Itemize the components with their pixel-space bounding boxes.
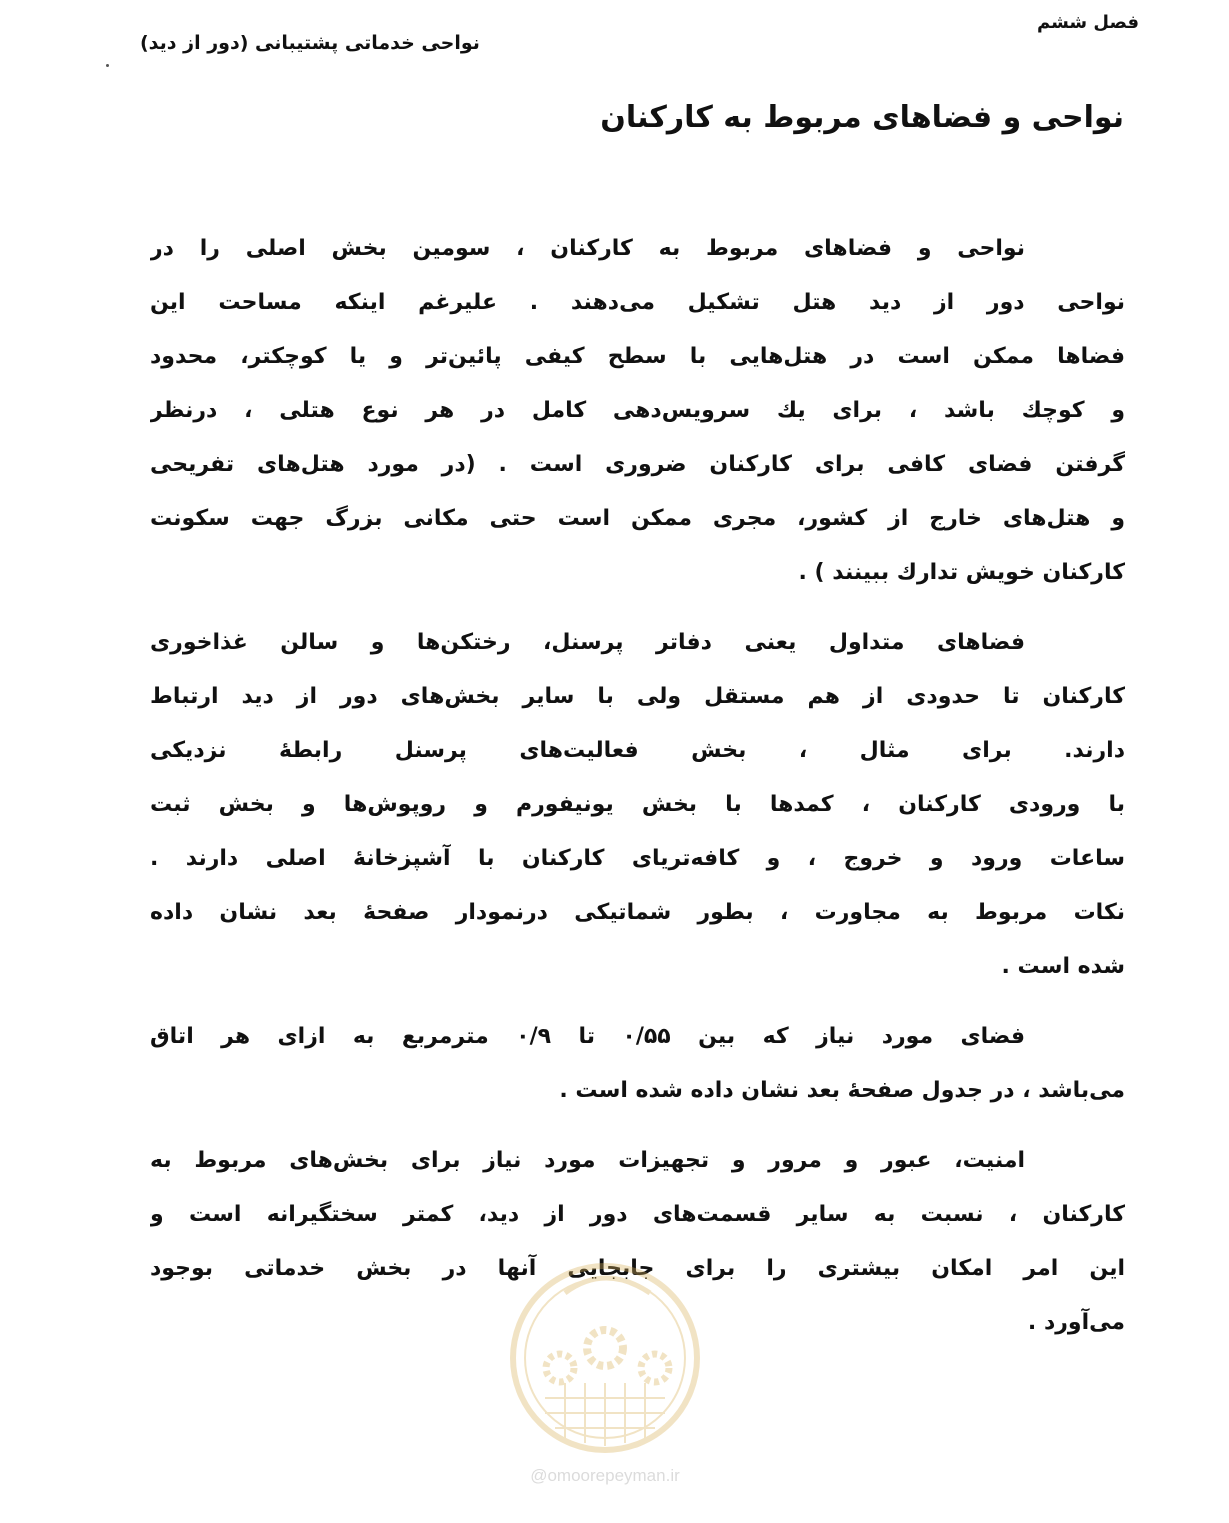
text-line: و کوچك باشد ، برای یك سرویس‌دهی کامل در هر نوع هتلی ، درنظر [150,398,1125,423]
text-line: فضاها ممکن است در هتل‌هایی با سطح کیفی پائین‌تر و یا کوچکتر، محدود [150,344,1125,369]
text-line: امنیت، عبور و مرور و تجهیزات مورد نیاز برای بخش‌های مربوط به [150,1148,1025,1173]
text-line: این امر امکان بیشتری را برای جابجایی آنها در بخش خدماتی بوجود [150,1256,1125,1281]
text-line: فضاهای متداول یعنی دفاتر پرسنل، رختکن‌ها و سالن غذاخوری [150,630,1025,655]
watermark-text: @omoorepeyman.ir [530,1466,680,1485]
text-line: دارند. برای مثال ، بخش فعالیت‌های پرسنل رابطهٔ نزدیکی [150,738,1125,763]
text-line: نواحی دور از دید هتل تشکیل می‌دهند . علیرغم اینکه مساحت این [150,290,1125,315]
text-line: کارکنان تا حدودی از هم مستقل ولی با سایر بخش‌های دور از دید ارتباط [150,684,1125,709]
scan-speck [106,64,109,67]
chapter-label: فصل ششم [1037,12,1139,33]
text-line: نواحی و فضاهای مربوط به کارکنان ، سومین بخش اصلی را در [150,236,1025,261]
paragraph-gap [150,600,1125,616]
body-text [150,222,1125,1350]
paragraph-1 [150,222,1125,600]
section-label: نواحی خدماتی پشتیبانی (دور از دید) [140,32,480,54]
text-line: ساعات ورود و خروج ، و کافه‌تریای کارکنان با آشپزخانهٔ اصلی دارند . [150,846,1125,871]
text-line: کارکنان ، نسبت به سایر قسمت‌های دور از دید، کمتر سختگیرانه است و [150,1202,1125,1227]
text-line: می‌باشد ، در جدول صفحهٔ بعد نشان داده شده است . [559,1078,1125,1103]
paragraph-gap [150,1118,1125,1134]
text-line: کارکنان خویش تدارك ببینند ) . [798,560,1125,585]
paragraph-2 [150,616,1125,994]
text-line: می‌آورد . [1027,1310,1125,1335]
text-line: شده است . [1001,954,1125,979]
text-line: نکات مربوط به مجاورت ، بطور شماتیکی درنمودار صفحهٔ بعد نشان داده [150,900,1125,925]
paragraph-4 [150,1134,1125,1350]
page-title: نواحی و فضاهای مربوط به کارکنان [600,100,1124,135]
text-line: و هتل‌های خارج از کشور، مجری ممکن است حتی مکانی بزرگ جهت سکونت [150,506,1125,531]
running-header [140,8,1139,58]
paragraph-gap [150,994,1125,1010]
paragraph-3 [150,1010,1125,1118]
text-line: فضای مورد نیاز که بین ۰/۵۵ تا ۰/۹ مترمربع به ازای هر اتاق [150,1024,1026,1049]
text-line: گرفتن فضای کافی برای کارکنان ضروری است . (در مورد هتل‌های تفریحی [150,452,1125,477]
text-line: با ورودی کارکنان ، کمدها با بخش یونیفورم و روپوش‌ها و بخش ثبت [150,792,1125,817]
